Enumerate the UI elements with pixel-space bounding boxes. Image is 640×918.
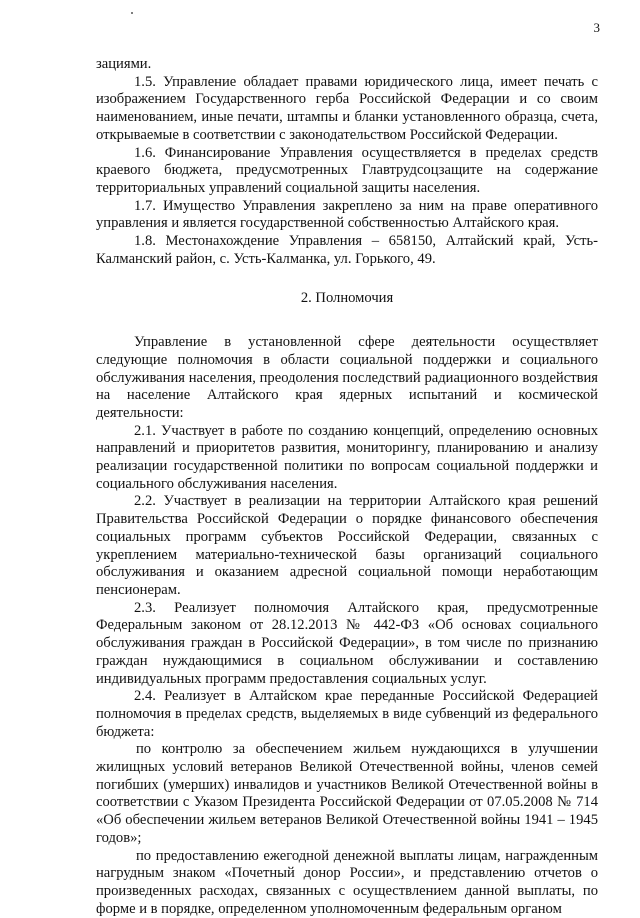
- paragraph-2-4-housing: по контролю за обеспечением жильем нуждающихся в улучшении жилищных условий ветеранов Великой Отечественной войны, членов семей погибших (умерших) инвалидов и участников Великой Отечественной войны в соответствии с Указом Президента Российской Федерации от 07.05.2008 № 714 «Об обеспечении жильем ветеранов Великой Отечественной войны 1941 – 1945 годов»;: [96, 741, 598, 846]
- document-body: [96, 56, 598, 918]
- page-number: 3: [593, 20, 600, 35]
- scan-speck: [131, 12, 133, 14]
- paragraph-2-4: 2.4. Реализует в Алтайском крае переданные Российской Федерацией полномочия в пределах средств, выделяемых в виде субвенций из федерального бюджета:: [96, 688, 598, 740]
- paragraph-1-6: 1.6. Финансирование Управления осуществляется в пределах средств краевого бюджета, предусмотренных Главтрудсоцзащите на содержание территориальных управлений социальной защиты населения.: [96, 144, 598, 196]
- paragraph-2-4-donor: по предоставлению ежегодной денежной выплаты лицам, награжденным нагрудным знаком «Почетный донор России», и представлению отчетов о произведенных расходах, связанных с осуществлением данной выплаты, по форме и в порядке, определенном уполномоченным федеральным органом: [96, 847, 598, 917]
- paragraph-1-8: 1.8. Местонахождение Управления – 658150, Алтайский край, Усть-Калманский район, с. Усть-Калманка, ул. Горького, 49.: [96, 233, 598, 267]
- paragraph-2-1: 2.1. Участвует в работе по созданию концепций, определению основных направлений и приоритетов развития, мониторингу, планированию и анализу реализации государственной политики по вопросам социальной поддержки и социального обслуживания населения.: [96, 422, 598, 492]
- paragraph-1-7: 1.7. Имущество Управления закреплено за ним на праве оперативного управления и является государственной собственностью Алтайского края.: [96, 197, 598, 232]
- paragraph-continuation: зациями.: [96, 56, 152, 72]
- paragraph-2-3: 2.3. Реализует полномочия Алтайского края, предусмотренные Федеральным законом от 28.12.2013 № 442-ФЗ «Об основах социального обслуживания граждан в Российской Федерации», в том числе по признанию граждан нуждающимися в социальном обслуживании и составлению индивидуальных программ предоставления социальных услуг.: [96, 599, 598, 687]
- paragraph-section-intro: Управление в установленной сфере деятельности осуществляет следующие полномочия в области социальной поддержки и социального обслуживания населения, преодоления последствий радиационного воздействия на население Алтайского края ядерных испытаний и космической деятельности:: [96, 334, 598, 421]
- paragraph-2-2: 2.2. Участвует в реализации на территории Алтайского края решений Правительства Российской Федерации о порядке финансового обеспечения социальных программ субъектов Российской Федерации, связанных с укреплением материально-технической базы организаций социального обслуживания и оказанием адресной социальной помощи неработающим пенсионерам.: [96, 493, 598, 598]
- section-heading: 2. Полномочия: [300, 290, 394, 307]
- paragraph-1-5: 1.5. Управление обладает правами юридического лица, имеет печать с изображением Государственного герба Российской Федерации и со своим наименованием, иные печати, штампы и бланки установленного образца, счета, открываемые в соответствии с законодательством Российской Федерации.: [96, 73, 598, 143]
